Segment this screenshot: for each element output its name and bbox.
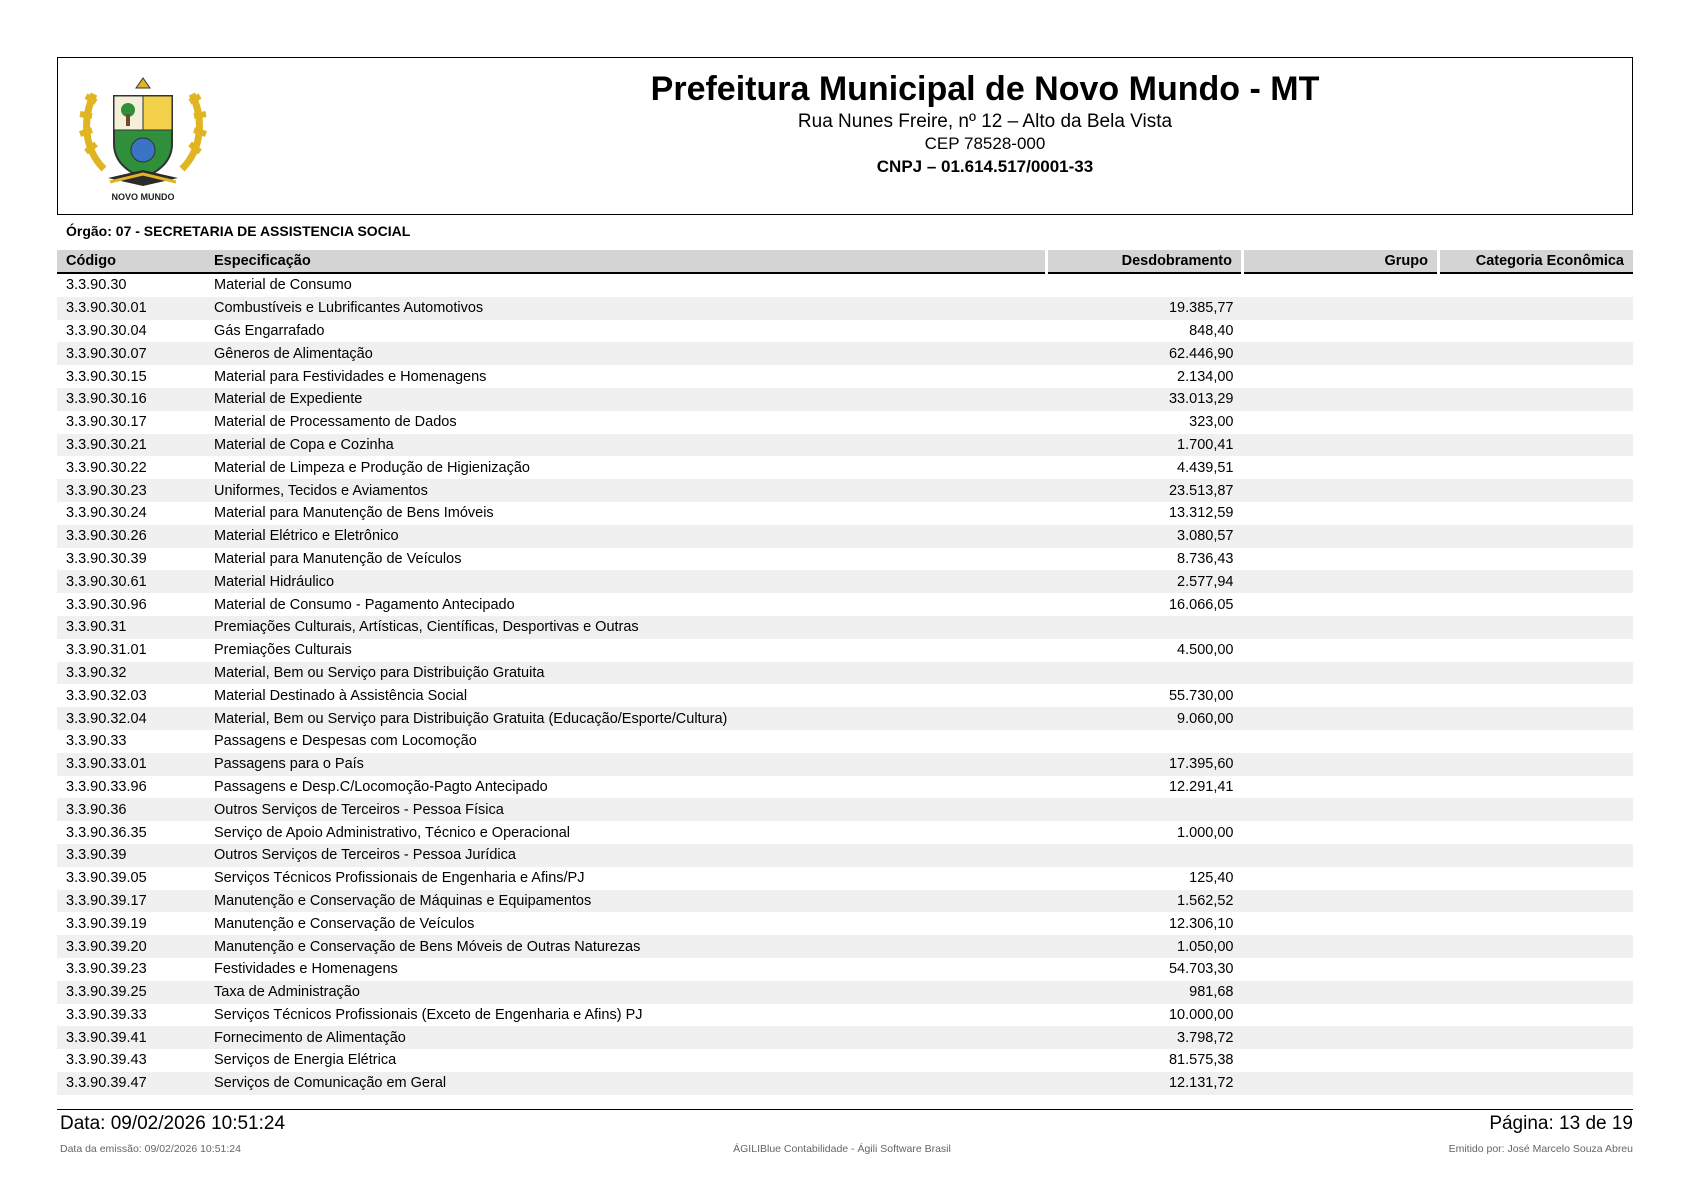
table-row	[57, 297, 1633, 320]
row-code: 3.3.90.30	[66, 277, 127, 294]
row-code: 3.3.90.39	[57, 844, 205, 867]
table-row	[57, 570, 1633, 593]
row-especificacao: Material de Copa e Cozinha	[205, 434, 1047, 457]
row-code: 3.3.90.30.16	[57, 388, 205, 411]
table-row	[57, 912, 1633, 935]
row-code: 3.3.90.30.01	[57, 297, 205, 320]
row-desdobramento: 1.700,41	[1047, 434, 1243, 457]
row-categoria	[1439, 479, 1634, 502]
row-grupo	[1243, 502, 1439, 525]
row-grupo	[1243, 365, 1439, 388]
row-grupo	[1243, 593, 1439, 616]
row-code: 3.3.90.32	[57, 662, 205, 685]
footer-divider	[57, 1109, 1633, 1110]
row-grupo	[1243, 434, 1439, 457]
row-grupo	[1243, 890, 1439, 913]
row-code: 3.3.90.30.04	[66, 322, 147, 339]
row-especificacao: Premiações Culturais	[214, 642, 352, 659]
row-especificacao: Taxa de Administração	[205, 981, 1047, 1004]
table-row	[57, 639, 1633, 662]
row-grupo	[1243, 411, 1439, 434]
row-categoria	[1439, 730, 1634, 753]
row-desdobramento: 848,40	[1189, 322, 1234, 339]
row-code: 3.3.90.31	[57, 616, 205, 639]
row-especificacao: Material de Consumo - Pagamento Antecipado	[214, 596, 515, 613]
row-especificacao: Material de Consumo	[214, 277, 352, 294]
row-categoria	[1439, 935, 1634, 958]
row-grupo	[1243, 798, 1439, 821]
row-desdobramento: 3.080,57	[1047, 525, 1243, 548]
table-row	[57, 821, 1633, 844]
row-code: 3.3.90.33	[66, 733, 127, 750]
row-grupo	[1243, 981, 1439, 1004]
row-desdobramento: 4.439,51	[1177, 459, 1234, 476]
row-especificacao: Outros Serviços de Terceiros - Pessoa Física	[205, 798, 1047, 821]
row-code: 3.3.90.31.01	[66, 642, 147, 659]
row-categoria	[1439, 776, 1634, 799]
row-code: 3.3.90.30.22	[66, 459, 147, 476]
row-categoria	[1439, 456, 1634, 479]
row-code: 3.3.90.39.25	[57, 981, 205, 1004]
address-line: Rua Nunes Freire, nº 12 – Alto da Bela Vista	[797, 111, 1173, 132]
row-desdobramento	[1047, 616, 1243, 639]
row-especificacao: Manutenção e Conservação de Máquinas e Equipamentos	[205, 890, 1047, 913]
row-code: 3.3.90.39.41	[57, 1026, 205, 1049]
table-row	[57, 776, 1633, 799]
row-desdobramento: 2.134,00	[1177, 368, 1234, 385]
row-especificacao: Passagens e Despesas com Locomoção	[214, 733, 477, 750]
table-row	[57, 730, 1633, 753]
row-especificacao: Material Destinado à Assistência Social	[214, 687, 468, 704]
table-row	[57, 365, 1633, 388]
table-row	[57, 342, 1633, 365]
row-grupo	[1243, 912, 1439, 935]
row-categoria	[1439, 981, 1634, 1004]
column-header-especificacao: Especificação	[205, 250, 1047, 273]
column-header-categoria: Categoria Econômica	[1439, 250, 1634, 273]
orgao-label: Órgão: 07 - SECRETARIA DE ASSISTENCIA SOCIAL	[66, 223, 411, 239]
row-categoria	[1439, 958, 1634, 981]
row-especificacao: Serviço de Apoio Administrativo, Técnico e Operacional	[214, 824, 570, 841]
row-grupo	[1243, 273, 1439, 297]
row-grupo	[1243, 388, 1439, 411]
row-desdobramento: 54.703,30	[1168, 961, 1234, 978]
row-categoria	[1439, 1026, 1634, 1049]
row-grupo	[1243, 662, 1439, 685]
row-code: 3.3.90.39.23	[66, 961, 147, 978]
row-grupo	[1243, 1049, 1439, 1072]
row-categoria	[1439, 297, 1634, 320]
row-code: 3.3.90.32.03	[66, 687, 147, 704]
row-desdobramento: 33.013,29	[1047, 388, 1243, 411]
row-code: 3.3.90.30.61	[57, 570, 205, 593]
table-row	[57, 456, 1633, 479]
table-row	[57, 548, 1633, 571]
table-row	[57, 958, 1633, 981]
row-desdobramento: 13.312,59	[1168, 505, 1234, 522]
row-categoria	[1439, 434, 1634, 457]
table-row	[57, 1004, 1633, 1027]
table-row	[57, 434, 1633, 457]
row-desdobramento: 16.066,05	[1168, 596, 1234, 613]
row-grupo	[1243, 479, 1439, 502]
row-code: 3.3.90.30.21	[57, 434, 205, 457]
row-especificacao: Serviços Técnicos Profissionais (Exceto de Engenharia e Afins) PJ	[214, 1006, 643, 1023]
row-categoria	[1439, 912, 1634, 935]
expense-table	[57, 250, 1633, 1095]
table-row	[57, 867, 1633, 890]
row-grupo	[1243, 570, 1439, 593]
report-header	[57, 57, 1633, 215]
column-header-codigo: Código	[57, 250, 205, 273]
table-row	[57, 502, 1633, 525]
row-grupo	[1243, 342, 1439, 365]
row-code: 3.3.90.30.96	[66, 596, 147, 613]
row-especificacao: Material de Expediente	[205, 388, 1047, 411]
row-especificacao: Serviços de Energia Elétrica	[214, 1052, 397, 1069]
row-categoria	[1439, 867, 1634, 890]
row-desdobramento: 4.500,00	[1177, 642, 1234, 659]
row-especificacao: Material para Manutenção de Veículos	[214, 550, 462, 567]
row-desdobramento: 19.385,77	[1047, 297, 1243, 320]
row-desdobramento: 8.736,43	[1177, 550, 1234, 567]
table-row	[57, 525, 1633, 548]
row-desdobramento: 1.000,00	[1177, 824, 1234, 841]
table-row	[57, 1072, 1633, 1095]
table-row	[57, 753, 1633, 776]
table-row	[57, 593, 1633, 616]
row-categoria	[1439, 411, 1634, 434]
table-row	[57, 798, 1633, 821]
row-grupo	[1243, 525, 1439, 548]
row-grupo	[1243, 548, 1439, 571]
row-grupo	[1243, 867, 1439, 890]
footer-date: Data: 09/02/2026 10:51:24	[60, 1113, 286, 1134]
row-grupo	[1243, 730, 1439, 753]
row-especificacao: Fornecimento de Alimentação	[205, 1026, 1047, 1049]
row-grupo	[1243, 297, 1439, 320]
row-desdobramento	[1047, 798, 1243, 821]
row-desdobramento: 981,68	[1047, 981, 1243, 1004]
table-row	[57, 1049, 1633, 1072]
row-desdobramento: 3.798,72	[1047, 1026, 1243, 1049]
row-grupo	[1243, 958, 1439, 981]
row-desdobramento: 9.060,00	[1047, 707, 1243, 730]
row-especificacao: Material de Limpeza e Produção de Higienização	[214, 459, 530, 476]
row-code: 3.3.90.36	[57, 798, 205, 821]
row-code: 3.3.90.36.35	[66, 824, 147, 841]
row-categoria	[1439, 320, 1634, 343]
row-code: 3.3.90.30.07	[57, 342, 205, 365]
row-grupo	[1243, 776, 1439, 799]
row-categoria	[1439, 548, 1634, 571]
table-row	[57, 320, 1633, 343]
svg-text:NOVO MUNDO: NOVO MUNDO	[111, 192, 175, 202]
table-row	[57, 662, 1633, 685]
row-categoria	[1439, 502, 1634, 525]
row-categoria	[1439, 821, 1634, 844]
header-text-block	[58, 68, 1632, 179]
row-grupo	[1243, 639, 1439, 662]
row-categoria	[1439, 273, 1634, 297]
row-desdobramento: 1.562,52	[1047, 890, 1243, 913]
row-especificacao: Material para Manutenção de Bens Imóveis	[214, 505, 494, 522]
row-especificacao: Passagens e Desp.C/Locomoção-Pagto Antecipado	[214, 778, 548, 795]
row-categoria	[1439, 1004, 1634, 1027]
row-desdobramento: 12.306,10	[1168, 915, 1234, 932]
footer-emission-date: Data da emissão: 09/02/2026 10:51:24	[60, 1143, 241, 1155]
row-desdobramento: 323,00	[1189, 414, 1234, 431]
row-categoria	[1439, 844, 1634, 867]
row-desdobramento: 125,40	[1189, 870, 1234, 887]
row-desdobramento: 17.395,60	[1047, 753, 1243, 776]
row-desdobramento	[1047, 730, 1243, 753]
row-categoria	[1439, 684, 1634, 707]
table-row	[57, 411, 1633, 434]
footer-issued-by: Emitido por: José Marcelo Souza Abreu	[1448, 1143, 1633, 1155]
row-categoria	[1439, 707, 1634, 730]
row-especificacao: Uniformes, Tecidos e Aviamentos	[205, 479, 1047, 502]
row-categoria	[1439, 525, 1634, 548]
row-desdobramento: 10.000,00	[1168, 1006, 1234, 1023]
row-grupo	[1243, 320, 1439, 343]
row-desdobramento: 55.730,00	[1168, 687, 1234, 704]
row-code: 3.3.90.30.23	[57, 479, 205, 502]
row-especificacao: Material, Bem ou Serviço para Distribuição Gratuita (Educação/Esporte/Cultura)	[205, 707, 1047, 730]
row-grupo	[1243, 753, 1439, 776]
table-row	[57, 707, 1633, 730]
row-grupo	[1243, 1004, 1439, 1027]
row-code: 3.3.90.30.39	[66, 550, 147, 567]
row-categoria	[1439, 639, 1634, 662]
row-especificacao: Gás Engarrafado	[214, 322, 325, 339]
row-categoria	[1439, 616, 1634, 639]
column-header-grupo: Grupo	[1243, 250, 1439, 273]
cep-line: CEP 78528-000	[924, 134, 1046, 153]
table-header	[57, 250, 1633, 273]
table-row	[57, 1026, 1633, 1049]
row-grupo	[1243, 616, 1439, 639]
row-code: 3.3.90.32.04	[57, 707, 205, 730]
row-categoria	[1439, 753, 1634, 776]
row-especificacao: Serviços de Comunicação em Geral	[205, 1072, 1047, 1095]
row-desdobramento	[1047, 844, 1243, 867]
table-row	[57, 935, 1633, 958]
row-desdobramento: 12.131,72	[1047, 1072, 1243, 1095]
row-especificacao: Manutenção e Conservação de Veículos	[214, 915, 475, 932]
row-desdobramento: 81.575,38	[1168, 1052, 1234, 1069]
row-grupo	[1243, 935, 1439, 958]
row-categoria	[1439, 365, 1634, 388]
row-especificacao: Gêneros de Alimentação	[205, 342, 1047, 365]
row-desdobramento: 62.446,90	[1047, 342, 1243, 365]
row-categoria	[1439, 1049, 1634, 1072]
row-code: 3.3.90.30.17	[66, 414, 147, 431]
row-code: 3.3.90.30.26	[57, 525, 205, 548]
table-body	[57, 273, 1633, 1095]
row-especificacao: Outros Serviços de Terceiros - Pessoa Jurídica	[205, 844, 1047, 867]
footer-page-number: Página: 13 de 19	[1489, 1113, 1633, 1134]
row-especificacao: Manutenção e Conservação de Bens Móveis de Outras Naturezas	[205, 935, 1047, 958]
row-categoria	[1439, 593, 1634, 616]
row-categoria	[1439, 662, 1634, 685]
row-desdobramento: 2.577,94	[1047, 570, 1243, 593]
row-code: 3.3.90.30.15	[66, 368, 147, 385]
row-especificacao: Premiações Culturais, Artísticas, Científicas, Desportivas e Outras	[205, 616, 1047, 639]
cnpj-line: CNPJ – 01.614.517/0001-33	[876, 157, 1094, 176]
row-code: 3.3.90.33.96	[66, 778, 147, 795]
row-code: 3.3.90.39.05	[66, 870, 147, 887]
row-code: 3.3.90.39.17	[57, 890, 205, 913]
table-row	[57, 844, 1633, 867]
row-grupo	[1243, 707, 1439, 730]
row-especificacao: Festividades e Homenagens	[214, 961, 398, 978]
row-desdobramento	[1047, 662, 1243, 685]
row-especificacao: Passagens para o País	[205, 753, 1047, 776]
row-especificacao: Serviços Técnicos Profissionais de Engenharia e Afins/PJ	[214, 870, 585, 887]
row-desdobramento: 1.050,00	[1047, 935, 1243, 958]
table-row	[57, 388, 1633, 411]
row-grupo	[1243, 844, 1439, 867]
row-code: 3.3.90.30.24	[66, 505, 147, 522]
row-grupo	[1243, 684, 1439, 707]
row-especificacao: Combustíveis e Lubrificantes Automotivos	[205, 297, 1047, 320]
table-row	[57, 684, 1633, 707]
table-row	[57, 479, 1633, 502]
footer-software: ÁGILIBlue Contabilidade - Ágili Software Brasil	[733, 1143, 951, 1155]
table-row	[57, 890, 1633, 913]
row-code: 3.3.90.33.01	[57, 753, 205, 776]
row-code: 3.3.90.39.43	[66, 1052, 147, 1069]
row-especificacao: Material para Festividades e Homenagens	[214, 368, 487, 385]
table-row	[57, 616, 1633, 639]
row-grupo	[1243, 1026, 1439, 1049]
row-code: 3.3.90.39.20	[57, 935, 205, 958]
row-categoria	[1439, 1072, 1634, 1095]
row-desdobramento	[1047, 273, 1243, 297]
row-especificacao: Material Elétrico e Eletrônico	[205, 525, 1047, 548]
page-title: Prefeitura Municipal de Novo Mundo - MT	[650, 70, 1320, 108]
row-grupo	[1243, 456, 1439, 479]
row-code: 3.3.90.39.19	[66, 915, 147, 932]
row-especificacao: Material, Bem ou Serviço para Distribuição Gratuita	[205, 662, 1047, 685]
row-code: 3.3.90.39.47	[57, 1072, 205, 1095]
row-code: 3.3.90.39.33	[66, 1006, 147, 1023]
row-categoria	[1439, 890, 1634, 913]
row-categoria	[1439, 798, 1634, 821]
row-grupo	[1243, 1072, 1439, 1095]
row-categoria	[1439, 342, 1634, 365]
row-grupo	[1243, 821, 1439, 844]
table-row	[57, 273, 1633, 297]
table-row	[57, 981, 1633, 1004]
row-especificacao: Material de Processamento de Dados	[214, 414, 457, 431]
column-header-desdobramento: Desdobramento	[1047, 250, 1243, 273]
row-desdobramento: 12.291,41	[1168, 778, 1234, 795]
row-desdobramento: 23.513,87	[1047, 479, 1243, 502]
row-categoria	[1439, 570, 1634, 593]
row-categoria	[1439, 388, 1634, 411]
row-especificacao: Material Hidráulico	[205, 570, 1047, 593]
